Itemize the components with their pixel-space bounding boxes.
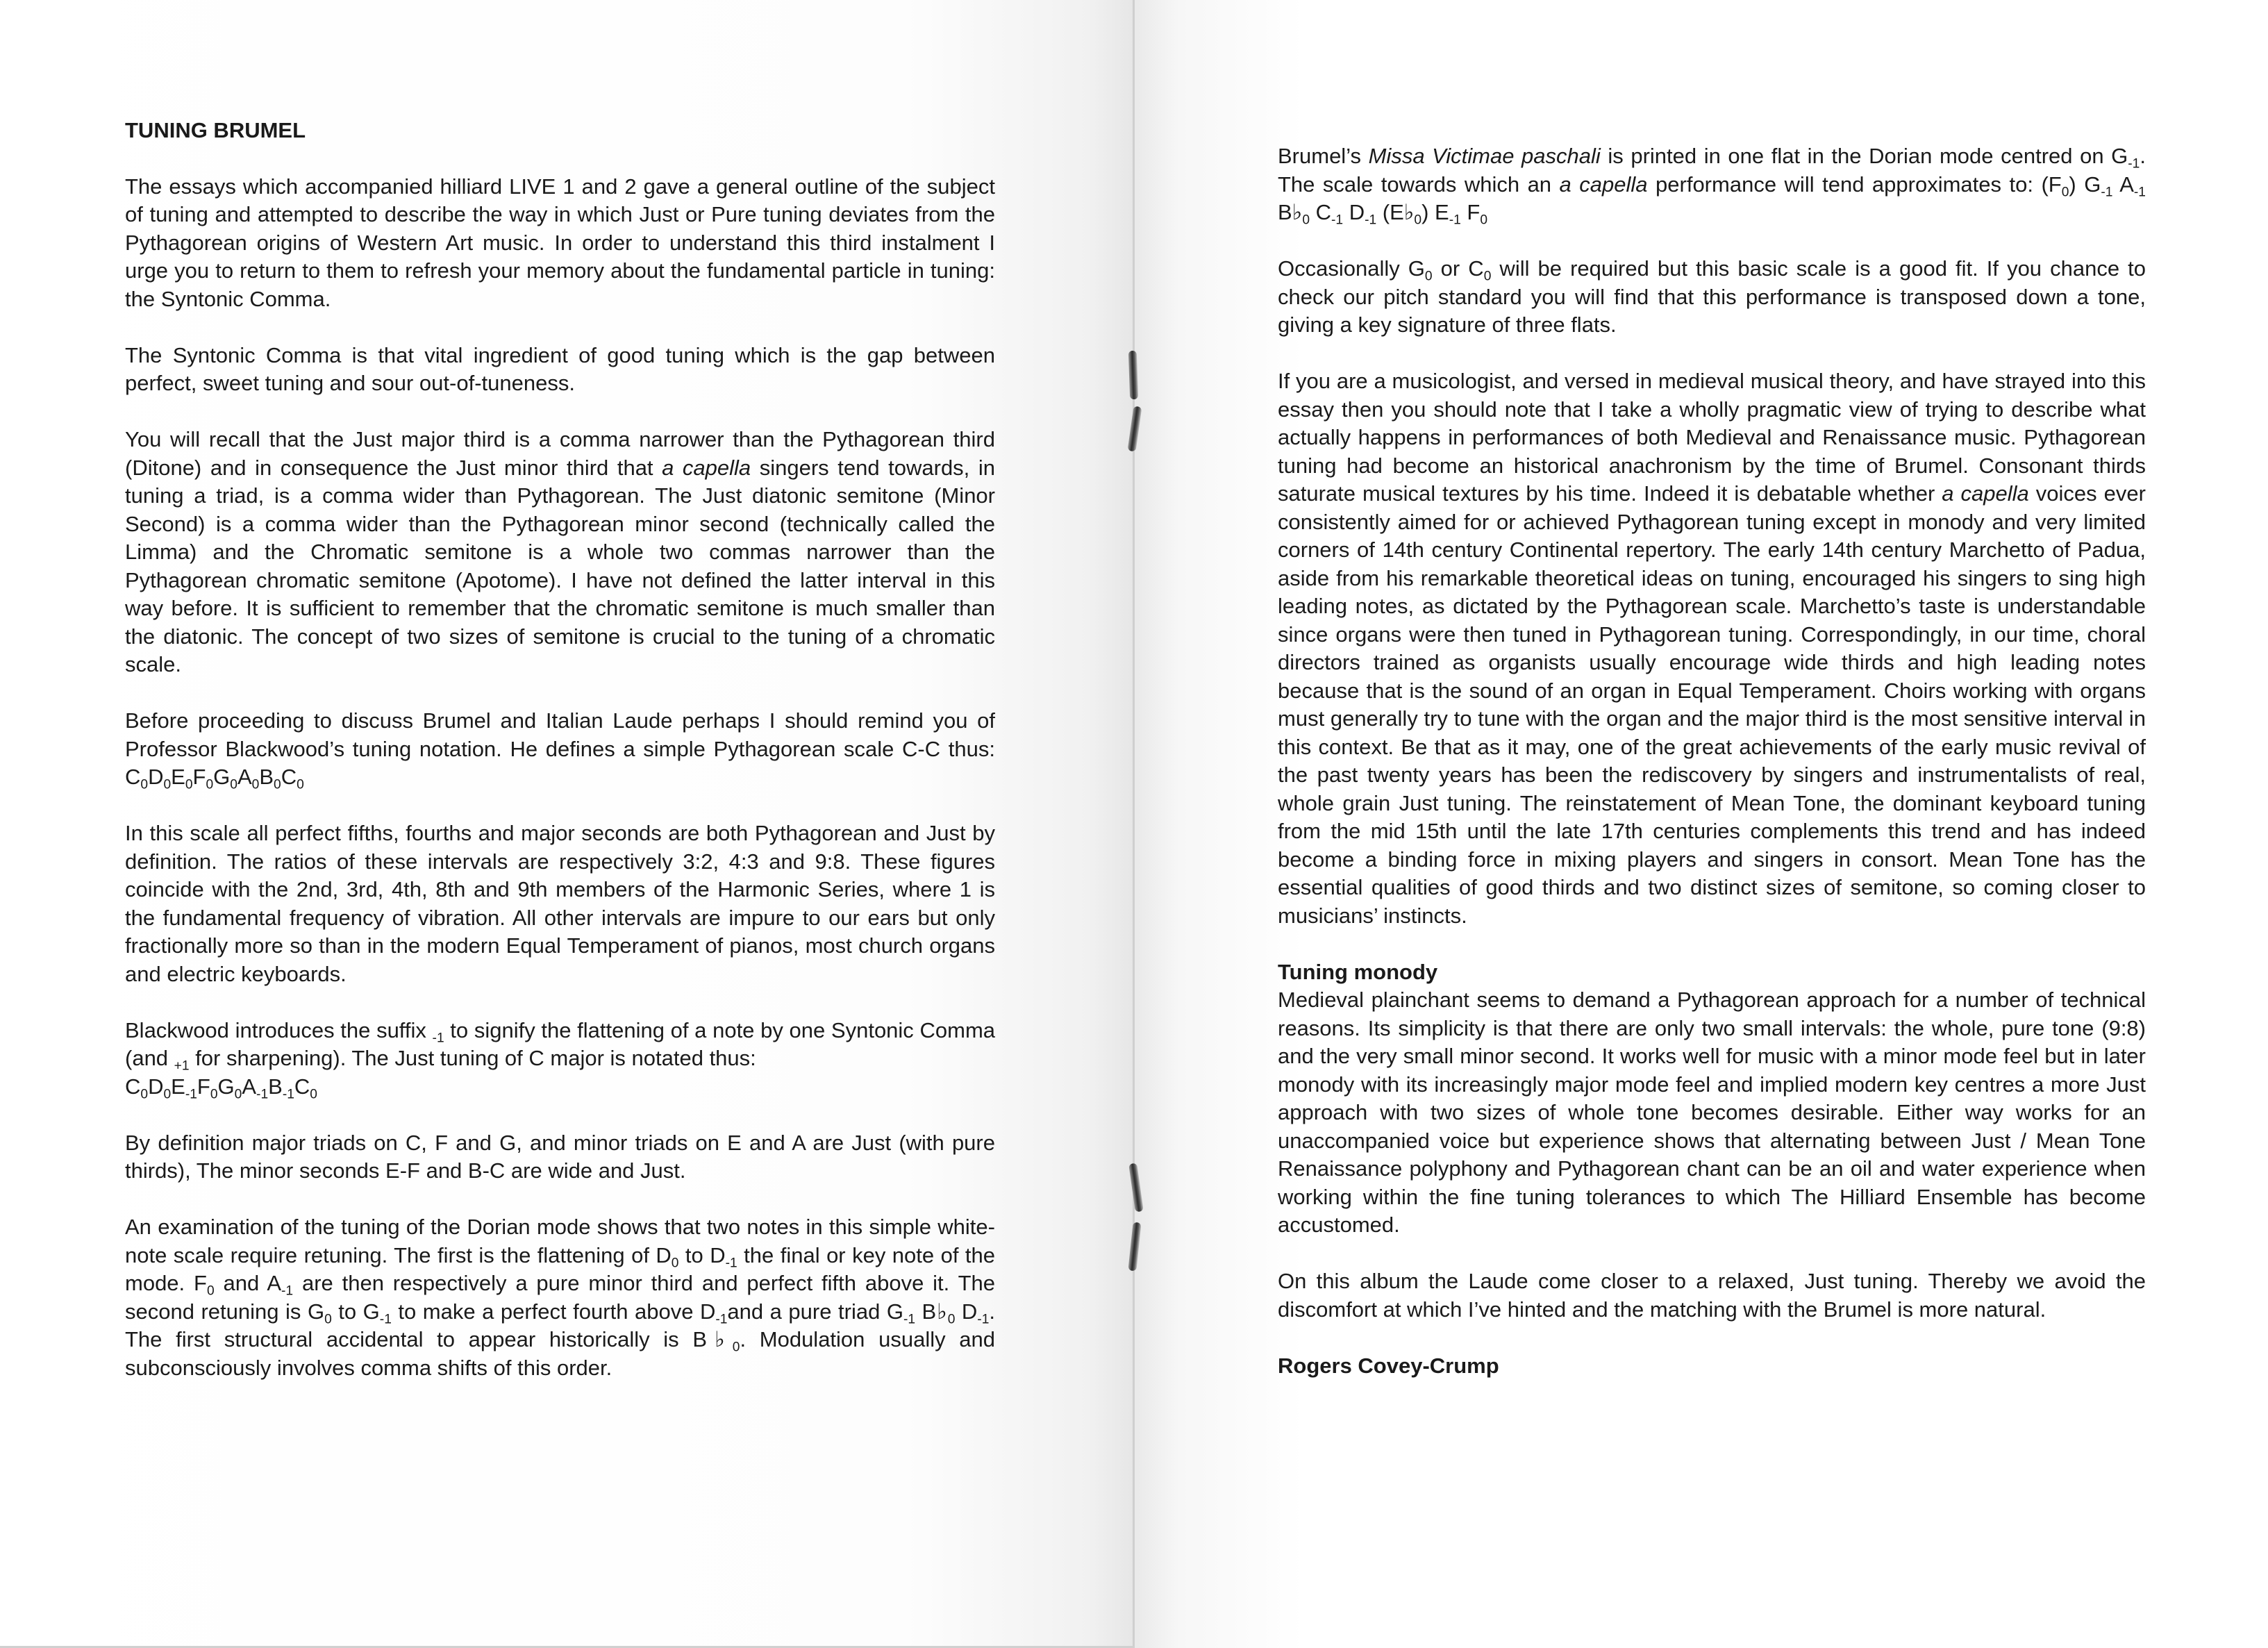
italic-term: a capella xyxy=(662,455,751,480)
paragraph xyxy=(1278,142,2146,227)
notation-subscript: 0 xyxy=(310,1087,317,1102)
text-run: C xyxy=(1310,200,1331,224)
notation-subscript: 0 xyxy=(163,1087,172,1102)
notation-subscript: 0 xyxy=(1424,269,1433,284)
paragraph xyxy=(1278,367,2146,930)
notation-subscript: +1 xyxy=(174,1058,190,1074)
notation-subscript: 0 xyxy=(206,1283,215,1299)
italic-term: a capella xyxy=(1559,172,1648,197)
notation-subscript: -1 xyxy=(1331,213,1344,228)
text-run: G xyxy=(213,765,231,789)
notation-subscript: 0 xyxy=(1483,269,1492,284)
text-run: Occasionally G xyxy=(1278,256,1425,281)
text-run: . The first structural accidental to appear historically is B♭ xyxy=(125,1299,995,1351)
notation-subscript: 0 xyxy=(671,1256,679,1271)
notation-subscript: 0 xyxy=(163,777,172,792)
paragraph xyxy=(125,1017,995,1101)
notation-subscript: -1 xyxy=(2133,185,2146,200)
text-run: C xyxy=(125,1074,141,1099)
right-paragraphs xyxy=(1278,142,2146,930)
text-run: singers tend towards, in tuning a triad, is a comma wider than Pythagorean. The Just diatonic semitone (Minor Second) is a comma wider than the Pythagorean minor second (technically called the Limma) and the Chromatic semitone is a whole two commas narrower than the Pythagorean chromatic semitone (Apotome). I have not defined the latter interval in this way before. It is sufficient to remember that the chromatic semitone is much smaller than the diatonic. The concept of two sizes of semitone is crucial to the tuning of a chromatic scale. xyxy=(125,455,995,676)
text-run: to G xyxy=(331,1299,380,1324)
gutter-fold xyxy=(1133,0,1135,1648)
text-run: is printed in one flat in the Dorian mode centred on G xyxy=(1600,144,2128,168)
monody-paragraph-wrap xyxy=(1278,986,2146,1240)
text-run: . Modulation usually and subconsciously involves comma shifts of this order. xyxy=(125,1327,995,1380)
text-run: ) G xyxy=(2069,172,2101,197)
notation-subscript: -1 xyxy=(715,1312,728,1327)
notation-subscript: -1 xyxy=(2101,185,2113,200)
notation-subscript: -1 xyxy=(432,1031,444,1046)
text-run: An examination of the tuning of the Dorian mode shows that two notes in this simple white-note scale require retuning. The first is the flattening of D xyxy=(125,1215,995,1267)
paragraph xyxy=(1278,1267,2146,1324)
text-run: (E♭ xyxy=(1376,200,1415,224)
notation-subscript: 0 xyxy=(185,777,193,792)
notation-subscript: 0 xyxy=(1480,213,1488,228)
paragraph xyxy=(125,819,995,988)
text-run: E xyxy=(171,1074,185,1099)
notation-subscript: -1 xyxy=(281,1283,294,1299)
text-run: will be required but this basic scale is a good fit. If you chance to check our pitch standard you will find that this performance is transposed down a tone, giving a key signature of three flats. xyxy=(1278,256,2146,337)
text-run: to signify the flattening of a note by one Syntonic Comma (and xyxy=(125,1017,996,1070)
text-run: to D xyxy=(678,1242,726,1267)
left-paragraphs xyxy=(125,173,995,1383)
text-run: C xyxy=(125,765,141,789)
text-run: ) E xyxy=(1421,200,1449,224)
author-signature: Rogers Covey-Crump xyxy=(1278,1353,1499,1378)
text-run: voices ever consistently aimed for or achieved Pythagorean tuning except in monody and very limited corners of 14th century Continental repertory. The early 14th century Marchetto of Padua, aside from his remarkable theoretical ideas on tuning, encouraged his singers to sing high leading notes, as dictated by the Pythagorean scale. Marchetto’s taste is understandable since organs were then tuned in Pythagorean tuning. Correspondingly, in our time, choral directors trained as organists usually encourage wide thirds and high leading notes because that is the sound of an organ in Equal Temperament. Choirs working with organs must generally try to tune with the organ and the major third is the most sensitive interval in this context. Be that as it may, one of the great achievements of the early music revival of the past twenty years has been the rediscovery by singers and instrumentalists of real, whole grain Just tuning. The reinstatement of Mean Tone, the dominant keyboard tuning from the mid 15th until the late 17th centuries complements this trend and has indeed become a binding force in mixing players and singers in consort. Mean Tone has the essential qualities of good thirds and two distinct sizes of semitone, so coming closer to musicians’ instincts. xyxy=(1278,481,2146,928)
text-run: Blackwood introduces the suffix xyxy=(125,1017,433,1042)
text-run: or C xyxy=(1432,256,1484,281)
notation-subscript: 0 xyxy=(947,1312,956,1327)
text-run: F xyxy=(197,1074,210,1099)
notation-subscript: -1 xyxy=(2128,156,2140,172)
notation-subscript: -1 xyxy=(725,1256,737,1271)
text-run: B♭ xyxy=(915,1299,948,1324)
notation-subscript: 0 xyxy=(140,1087,149,1102)
text-run: Medieval plainchant seems to demand a Pythagorean approach for a number of technical reasons. Its simplicity is that there are only two small intervals: the whole, pure tone (9:8) and the very small minor second. It works well for music with a minor mode feel but in later monody with its increasingly major mode feel and implied modern key centres a more Just approach with two sizes of whole tone becomes desirable. Either way works for an unaccompanied voice but experience shows that alternating between Just / Mean Tone Renaissance polyphony and Pythagorean chant can be an oil and water experience when working within the fine tuning tolerances to which The Hilliard Ensemble has become accustomed. xyxy=(1278,988,2146,1237)
notation-subscript: 0 xyxy=(251,777,260,792)
text-run: D xyxy=(955,1299,978,1324)
section-subheading: Tuning monody xyxy=(1278,959,1438,984)
notation-subscript: 0 xyxy=(274,777,281,792)
paragraph xyxy=(1278,986,2146,1240)
text-run: Before proceeding to discuss Brumel and Italian Laude perhaps I should remind you of Professor Blackwood’s tuning notation. He defines a simple Pythagorean scale C-C thus: xyxy=(125,708,995,761)
paragraph xyxy=(125,707,995,792)
text-run: and A xyxy=(214,1271,282,1295)
paragraph xyxy=(1278,255,2146,340)
notation-subscript: -1 xyxy=(977,1312,990,1327)
closing-paragraph-wrap xyxy=(1278,1267,2146,1324)
text-run: B xyxy=(268,1074,283,1099)
notation-subscript: 0 xyxy=(2061,185,2069,200)
text-run: G xyxy=(217,1074,235,1099)
notation-subscript: -1 xyxy=(379,1312,392,1327)
notation-subscript: -1 xyxy=(282,1087,294,1102)
text-run: By definition major triads on C, F and G, and minor triads on E and A are Just (with pure thirds), The minor seconds E-F and B-C are wide and Just. xyxy=(125,1130,995,1183)
text-run: D xyxy=(148,765,164,789)
paragraph xyxy=(125,342,995,398)
text-run: F xyxy=(1460,200,1481,224)
paragraph xyxy=(125,426,995,679)
essay-title: TUNING BRUMEL xyxy=(125,118,306,142)
notation-subscript: 0 xyxy=(1414,213,1422,228)
text-run: are then respectively a pure minor third and perfect fifth above it. The second retuning is G xyxy=(125,1271,995,1324)
notation-subscript: 0 xyxy=(1302,213,1310,228)
staple-icon xyxy=(1128,351,1138,399)
text-run: If you are a musicologist, and versed in medieval musical theory, and have strayed into this essay then you should note that I take a wholly pragmatic view of trying to describe what actually happens in performances of both Medieval and Renaissance music. Pythagorean tuning had become an historical anachronism by the time of Brumel. Consonant thirds saturate musical textures by his time. Indeed it is debatable whether xyxy=(1278,369,2146,506)
text-run: and a pure triad G xyxy=(727,1299,903,1324)
notation-subscript: -1 xyxy=(1449,213,1461,228)
text-run: D xyxy=(1343,200,1365,224)
text-run: to make a perfect fourth above D xyxy=(391,1299,716,1324)
text-run: for sharpening). The Just tuning of C major is notated thus: xyxy=(189,1046,756,1070)
text-run: On this album the Laude come closer to a relaxed, Just tuning. Thereby we avoid the discomfort at which I’ve hinted and the matching with the Brumel is more natural. xyxy=(1278,1269,2146,1322)
paragraph xyxy=(125,1129,995,1185)
text-run: B♭ xyxy=(1278,200,1303,224)
text-run: E xyxy=(171,765,185,789)
right-column xyxy=(1278,142,2146,1380)
notation-subscript: 0 xyxy=(140,777,149,792)
text-run: A xyxy=(2112,172,2134,197)
text-run: In this scale all perfect fifths, fourths and major seconds are both Pythagorean and Just by definition. The ratios of these intervals are respectively 3:2, 4:3 and 9:8. These figures coincide with the 2nd, 3rd, 4th, 8th and 9th members of the Harmonic Series, where 1 is the fundamental frequency of vibration. All other intervals are impure to our ears but only fractionally more so than in the modern Equal Temperament of pianos, most church organs and electric keyboards. xyxy=(125,821,995,986)
notation-subscript: -1 xyxy=(1365,213,1377,228)
italic-term: Missa Victimae paschali xyxy=(1368,144,1601,168)
text-run: the final or key note of the mode. F xyxy=(125,1242,995,1295)
notation-subscript: 0 xyxy=(230,777,237,792)
text-run: You will recall that the Just major third is a comma narrower than the Pythagorean third (Ditone) and in consequence the Just minor third that xyxy=(125,427,995,480)
text-run: F xyxy=(192,765,206,789)
notation-subscript: 0 xyxy=(234,1087,242,1102)
notation-subscript: 0 xyxy=(324,1312,332,1327)
notation-subscript: -1 xyxy=(256,1087,269,1102)
notation-subscript: -1 xyxy=(185,1087,197,1102)
text-run: C xyxy=(294,1074,310,1099)
italic-term: a capella xyxy=(1942,481,2029,506)
notation-subscript: -1 xyxy=(903,1312,916,1327)
notation-subscript: 0 xyxy=(732,1340,740,1355)
text-run: A xyxy=(237,765,252,789)
text-run: C xyxy=(281,765,297,789)
text-run: . The scale towards which an xyxy=(1278,144,2146,197)
paragraph xyxy=(125,1213,995,1382)
notation-subscript: 0 xyxy=(297,777,304,792)
text-run: The essays which accompanied hilliard LIVE 1 and 2 gave a general outline of the subject of tuning and attempted to describe the way in which Just or Pure tuning deviates from the Pythagorean origins of Western Art music. In order to understand this third instalment I urge you to return to them to refresh your memory about the fundamental particle in tuning: the Syntonic Comma. xyxy=(125,174,995,311)
text-run: D xyxy=(148,1074,164,1099)
text-run: B xyxy=(259,765,274,789)
notation-subscript: 0 xyxy=(206,777,214,792)
text-run: The Syntonic Comma is that vital ingredient of good tuning which is the gap between perfect, sweet tuning and sour out-of-tuneness. xyxy=(125,342,995,395)
paragraph xyxy=(125,173,995,314)
text-run: Brumel’s xyxy=(1278,144,1369,168)
text-run: performance will tend approximates to: (F xyxy=(1647,172,2062,197)
left-column xyxy=(125,117,995,1382)
notation-subscript: 0 xyxy=(210,1087,218,1102)
text-run: A xyxy=(242,1074,257,1099)
